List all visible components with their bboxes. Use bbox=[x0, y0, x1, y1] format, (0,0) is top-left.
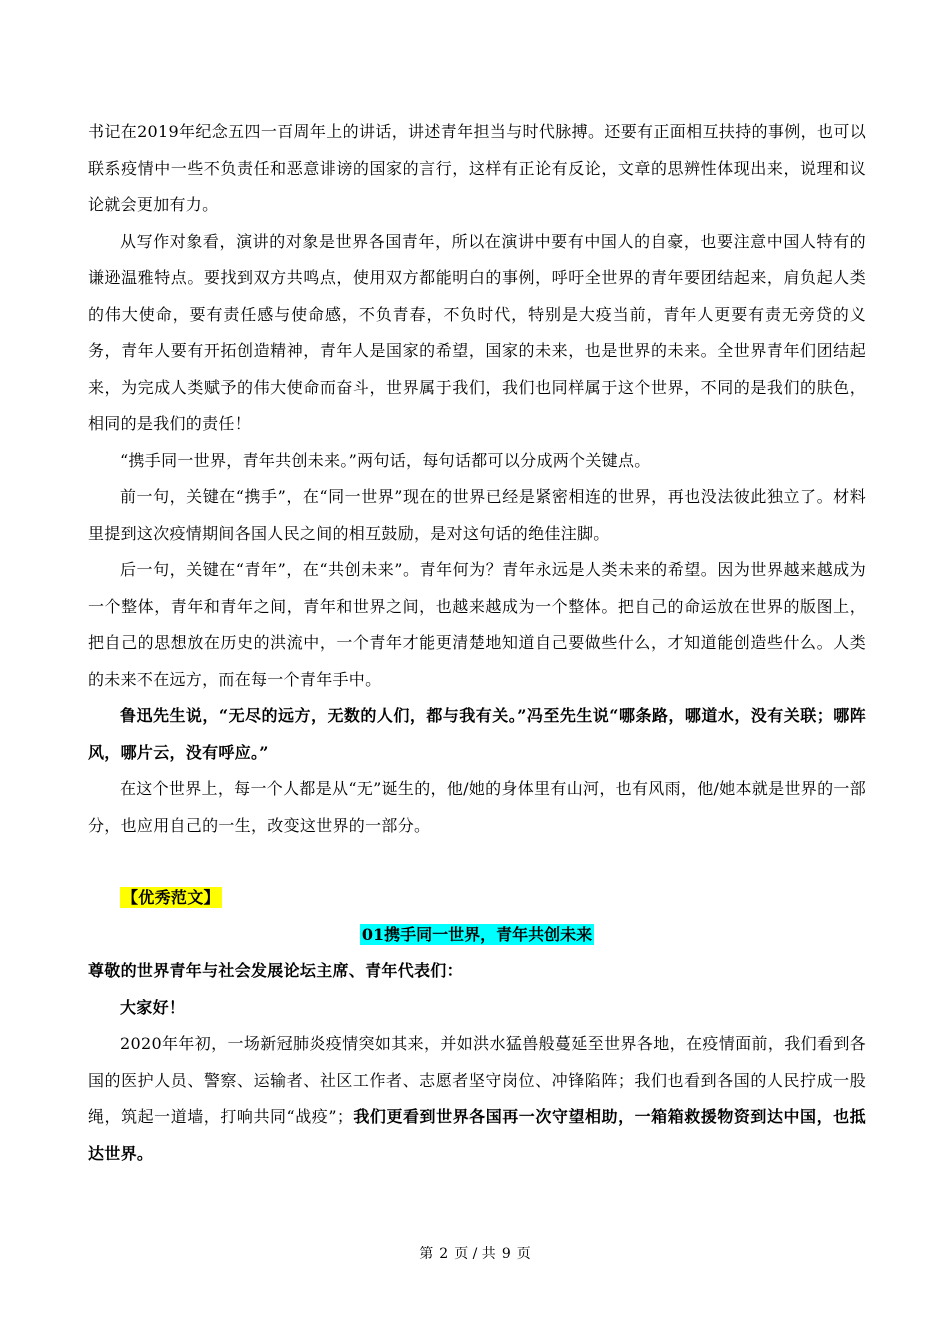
page-footer bbox=[0, 1243, 950, 1263]
section-label-line bbox=[88, 880, 866, 917]
footer-prefix: 第 bbox=[419, 1246, 434, 1262]
paragraph-closing: 在这个世界上，每一个人都是从“无”诞生的，他/她的身体里有山河，也有风雨，他/她本就是世界的一部分，也应用自己的一生，改变这世界的一部分。 bbox=[88, 779, 866, 835]
page-content bbox=[88, 114, 866, 1172]
section-gap bbox=[88, 844, 866, 880]
essay-paragraph-1-bold: 我们更看到世界各国再一次守望相助，一箱箱救援物资到达中国，也抵达世界。 bbox=[88, 1107, 866, 1163]
paragraph-continuation: 书记在2019年纪念五四一百周年上的讲话，讲述青年担当与时代脉搏。还要有正面相互扶持的事例，也可以联系疫情中一些不负责任和恶意诽谤的国家的言行，这样有正论有反论，文章的思辨性体现出来，说理和议论就会更加有力。 bbox=[88, 122, 866, 214]
section-label: 【优秀范文】 bbox=[122, 888, 220, 907]
paragraph-quotes: 鲁迅先生说，“无尽的远方，无数的人们，都与我有关。”冯至先生说“哪条路，哪道水，没有关联；哪阵风，哪片云，没有呼应。” bbox=[88, 706, 866, 762]
essay-title-line bbox=[88, 917, 866, 954]
footer-suffix: 页 bbox=[516, 1246, 531, 1262]
essay-title: 01携手同一世界，青年共创未来 bbox=[361, 924, 593, 944]
essay-paragraph-1-plain: 2020年年初，一场新冠肺炎疫情突如其来，并如洪水猛兽般蔓延至世界各地，在疫情面前，我们看到各国的医护人员、警察、运输者、社区工作者、志愿者坚守岗位、冲锋陷阵；我们也看到各国的人民拧成一股绳，筑起一道墙，打响共同“战疫”； bbox=[88, 1034, 866, 1126]
footer-total-pages: 9 bbox=[501, 1246, 511, 1262]
essay-greeting: 大家好！ bbox=[120, 997, 186, 1017]
essay-paragraph-1 bbox=[88, 1026, 866, 1172]
footer-middle: 页 / 共 bbox=[454, 1246, 496, 1262]
essay-salutation: 尊敬的世界青年与社会发展论坛主席、青年代表们： bbox=[88, 961, 463, 980]
paragraph-second-sentence: 后一句，关键在“青年”，在“共创未来”。青年何为？青年永远是人类未来的希望。因为世界越来越成为一个整体，青年和青年之间，青年和世界之间，也越来越成为一个整体。把自己的命运放在世界的版图上，把自己的思想放在历史的洪流中，一个青年才能更清楚地知道自己要做些什么，才知道能创造些什么。人类的未来不在远方，而在每一个青年手中。 bbox=[88, 560, 866, 689]
paragraph-first-sentence: 前一句，关键在“携手”，在“同一世界”现在的世界已经是紧密相连的世界，再也没法彼此独立了。材料里提到这次疫情期间各国人民之间的相互鼓励，是对这句话的绝佳注脚。 bbox=[88, 487, 866, 543]
paragraph-writing-audience: 从写作对象看，演讲的对象是世界各国青年，所以在演讲中要有中国人的自豪，也要注意中国人特有的谦逊温雅特点。要找到双方共鸣点，使用双方都能明白的事例，呼吁全世界的青年要团结起来，肩负起人类的伟大使命，要有责任感与使命感，不负青春，不负时代，特别是大疫当前，青年人更要有责无旁贷的义务，青年人要有开拓创造精神，青年人是国家的希望，国家的未来，也是世界的未来。全世界青年们团结起来，为完成人类赋予的伟大使命而奋斗，世界属于我们，我们也同样属于这个世界，不同的是我们的肤色，相同的是我们的责任！ bbox=[88, 231, 866, 433]
footer-current-page: 2 bbox=[439, 1246, 449, 1262]
paragraph-two-sentences: “携手同一世界，青年共创未来。”两句话，每句话都可以分成两个关键点。 bbox=[120, 450, 651, 470]
